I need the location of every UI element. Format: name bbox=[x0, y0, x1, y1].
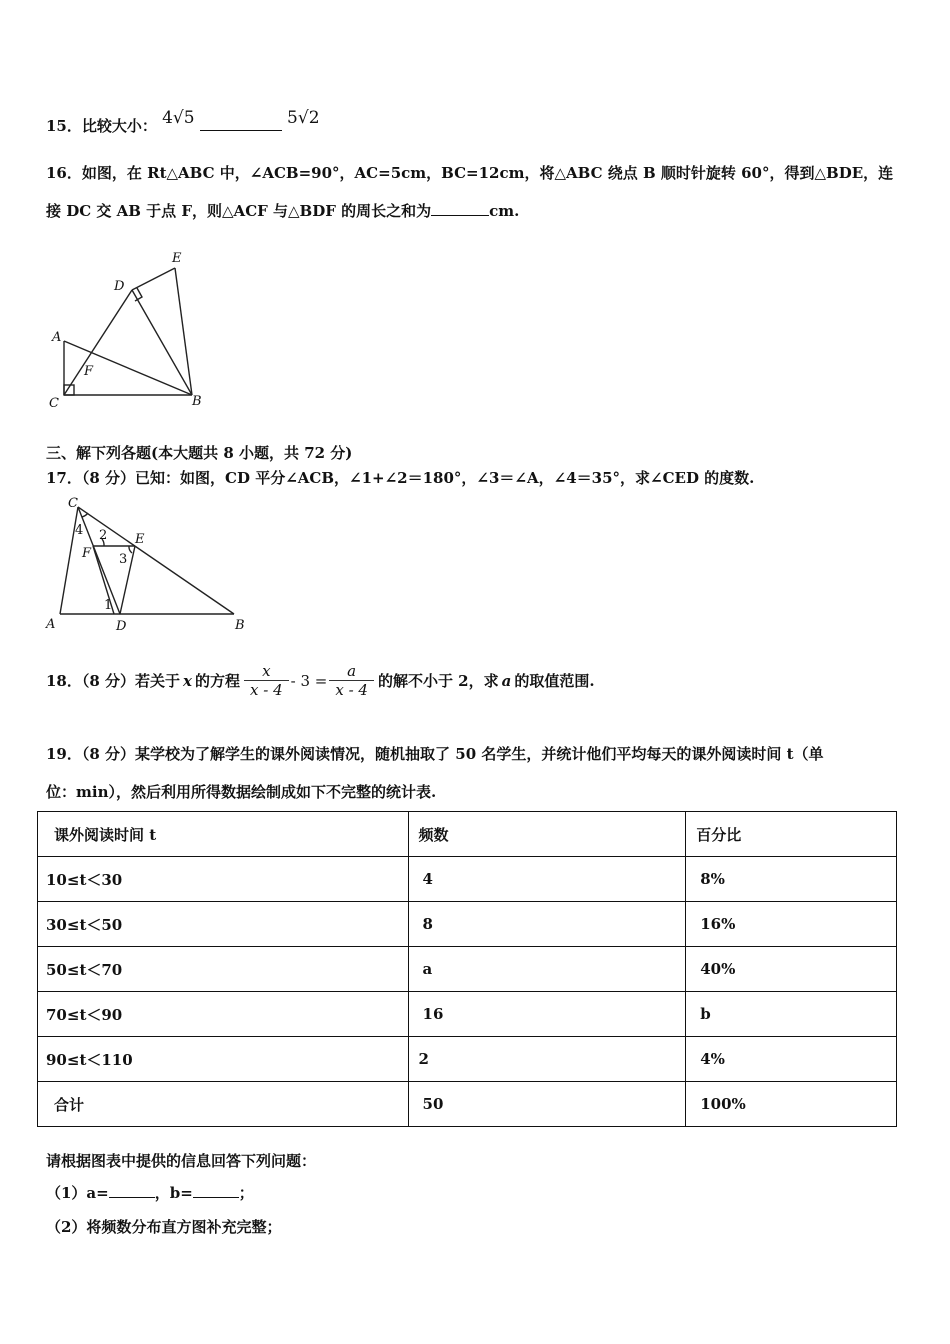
label-C: C bbox=[49, 396, 59, 411]
label-A: A bbox=[46, 617, 56, 632]
table-row bbox=[38, 947, 897, 992]
label-1: 1 bbox=[104, 598, 113, 613]
label-A: A bbox=[52, 330, 62, 345]
q19-sub2: （2）将频数分布直方图补充完整； bbox=[46, 1218, 282, 1236]
q18-var-a: a bbox=[501, 671, 512, 690]
q18 bbox=[46, 662, 595, 699]
q19-line2: 位：min），然后利用所得数据绘制成如下不完整的统计表. bbox=[46, 783, 437, 801]
q18-middle: 的方程 bbox=[195, 672, 241, 690]
q15-left-expression: 4√5 bbox=[162, 108, 195, 128]
label-D: D bbox=[116, 619, 127, 634]
label-C: C bbox=[68, 496, 78, 511]
q19-sub1-b-label: ，b= bbox=[154, 1184, 193, 1202]
segment-CB bbox=[78, 507, 234, 614]
q19-sub1-end: ； bbox=[238, 1184, 254, 1202]
q18-frac2-numerator: a bbox=[347, 662, 357, 680]
label-E: E bbox=[172, 251, 182, 266]
q19-prompt: 请根据图表中提供的信息回答下列问题： bbox=[46, 1152, 317, 1170]
q19-answer-b-blank[interactable] bbox=[193, 1183, 239, 1198]
cell-percent: 8% bbox=[686, 857, 897, 902]
segment-DB bbox=[132, 290, 192, 395]
cell-time: 50≤t＜70 bbox=[38, 947, 409, 992]
q15-answer-blank[interactable] bbox=[200, 116, 282, 131]
cell-time: 70≤t＜90 bbox=[38, 992, 409, 1037]
cell-percent: 4% bbox=[686, 1037, 897, 1082]
q19-answer-a-blank[interactable] bbox=[109, 1183, 155, 1198]
cell-total-frequency: 50 bbox=[408, 1082, 686, 1127]
q15-right-expression: 5√2 bbox=[287, 108, 320, 128]
cell-percent: 40% bbox=[686, 947, 897, 992]
q17-figure bbox=[40, 493, 255, 638]
label-B: B bbox=[235, 618, 245, 633]
cell-time: 10≤t＜30 bbox=[38, 857, 409, 902]
q15-label: 15．比较大小： bbox=[46, 117, 157, 135]
label-F: F bbox=[82, 546, 92, 561]
q19-line1: 19．（8 分）某学校为了解学生的课外阅读情况，随机抽取了 50 名学生，并统计他们平均每天的课外阅读时间 t（单 bbox=[46, 745, 824, 763]
label-D: D bbox=[114, 279, 125, 294]
q16-line1: 16．如图，在 Rt△ABC 中，∠ACB=90°，AC=5cm，BC=12cm，将△ABC 绕点 B 顺时针旋转 60°，得到△BDE，连 bbox=[46, 164, 894, 182]
table-row-total bbox=[38, 1082, 897, 1127]
label-E: E bbox=[135, 532, 145, 547]
cell-total-label: 合计 bbox=[38, 1082, 409, 1127]
q18-frac2-denominator: x - 4 bbox=[335, 681, 368, 699]
q19-stat-table bbox=[37, 811, 897, 1127]
label-4: 4 bbox=[75, 523, 84, 538]
cell-time: 90≤t＜110 bbox=[38, 1037, 409, 1082]
label-3: 3 bbox=[119, 552, 128, 567]
angle-arc-3 bbox=[129, 546, 132, 553]
table-header-row bbox=[38, 812, 897, 857]
cell-frequency: a bbox=[408, 947, 686, 992]
cell-percent: 16% bbox=[686, 902, 897, 947]
header-percent: 百分比 bbox=[686, 812, 897, 857]
table-row bbox=[38, 902, 897, 947]
segment-EB bbox=[175, 268, 192, 395]
segment-CD bbox=[64, 290, 132, 395]
q18-frac1-denominator: x - 4 bbox=[250, 681, 283, 699]
cell-frequency: 2 bbox=[408, 1037, 686, 1082]
label-B: B bbox=[192, 394, 202, 409]
table-row bbox=[38, 1037, 897, 1082]
table-row bbox=[38, 857, 897, 902]
q16-unit: cm. bbox=[489, 202, 520, 220]
label-F: F bbox=[84, 364, 94, 379]
cell-percent: b bbox=[686, 992, 897, 1037]
q16-line2-text: 接 DC 交 AB 于点 F，则△ACF 与△BDF 的周长之和为 bbox=[46, 202, 432, 220]
q16-figure bbox=[40, 245, 220, 415]
q16-line2 bbox=[46, 200, 519, 221]
cell-total-percent: 100% bbox=[686, 1082, 897, 1127]
q18-var-x: x bbox=[183, 671, 192, 690]
q19-sub1-a-label: （1）a= bbox=[46, 1184, 109, 1202]
angle-arc-4 bbox=[82, 513, 88, 517]
q18-minus3: - 3 = bbox=[290, 671, 328, 690]
q18-suffix-a: 的解不小于 2，求 bbox=[377, 672, 499, 690]
q15 bbox=[46, 108, 320, 136]
section3-title: 三、解下列各题(本大题共 8 小题，共 72 分) bbox=[46, 444, 353, 462]
label-2: 2 bbox=[99, 528, 108, 543]
q17-text: 17．（8 分）已知：如图，CD 平分∠ACB，∠1+∠2＝180°，∠3＝∠A，∠4＝35°，求∠CED 的度数. bbox=[46, 469, 755, 487]
cell-frequency: 8 bbox=[408, 902, 686, 947]
header-frequency: 频数 bbox=[408, 812, 686, 857]
q18-suffix-b: 的取值范围. bbox=[514, 672, 595, 690]
table-row bbox=[38, 992, 897, 1037]
q18-fraction-2 bbox=[329, 662, 374, 699]
segment-DE bbox=[132, 268, 175, 290]
q18-frac1-numerator: x bbox=[262, 662, 271, 680]
q19-sub1 bbox=[46, 1182, 254, 1203]
q18-fraction-1 bbox=[244, 662, 289, 699]
header-time: 课外阅读时间 t bbox=[38, 812, 409, 857]
cell-frequency: 16 bbox=[408, 992, 686, 1037]
right-angle-D bbox=[135, 288, 142, 301]
cell-time: 30≤t＜50 bbox=[38, 902, 409, 947]
q18-prefix: 18．（8 分）若关于 bbox=[46, 672, 181, 690]
cell-frequency: 4 bbox=[408, 857, 686, 902]
q16-answer-blank[interactable] bbox=[431, 201, 489, 216]
